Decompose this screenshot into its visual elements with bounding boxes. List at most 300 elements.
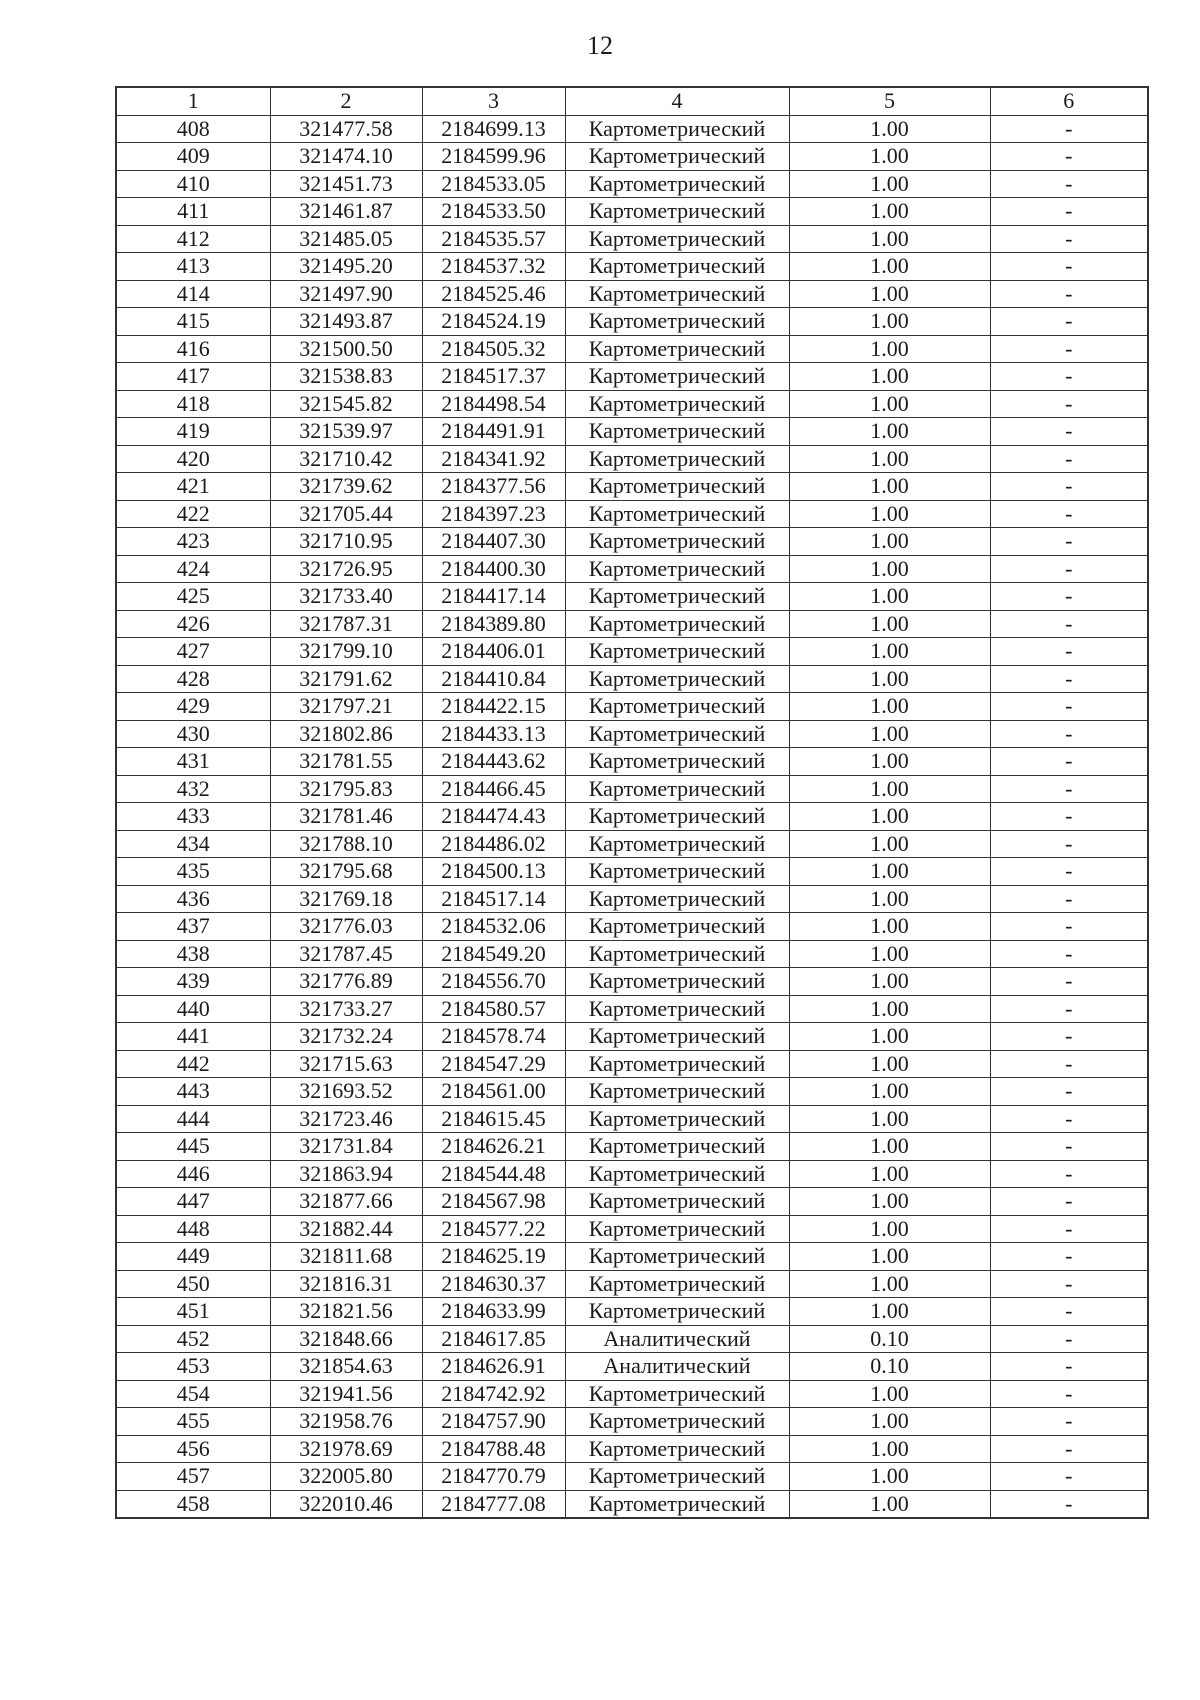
method-cell: Картометрический [565,1270,789,1298]
description-cell: - [990,1023,1148,1051]
point-number-cell: 446 [116,1160,270,1188]
accuracy-cell: 1.00 [789,638,990,666]
method-cell: Аналитический [565,1325,789,1353]
table-row [116,1160,1148,1188]
table-row [116,803,1148,831]
accuracy-cell: 1.00 [789,1490,990,1518]
method-cell: Картометрический [565,1215,789,1243]
accuracy-cell: 1.00 [789,720,990,748]
x-coordinate-cell: 321710.42 [270,445,422,473]
point-number-cell: 438 [116,940,270,968]
table-row [116,1050,1148,1078]
table-row [116,748,1148,776]
y-coordinate-cell: 2184544.48 [422,1160,565,1188]
method-cell: Картометрический [565,1463,789,1491]
y-coordinate-cell: 2184547.29 [422,1050,565,1078]
description-cell: - [990,363,1148,391]
description-cell: - [990,1463,1148,1491]
y-coordinate-cell: 2184625.19 [422,1243,565,1271]
x-coordinate-cell: 321538.83 [270,363,422,391]
accuracy-cell: 1.00 [789,1463,990,1491]
method-cell: Картометрический [565,1188,789,1216]
x-coordinate-cell: 321776.89 [270,968,422,996]
description-cell: - [990,858,1148,886]
point-number-cell: 427 [116,638,270,666]
y-coordinate-cell: 2184400.30 [422,555,565,583]
column-header: 6 [990,87,1148,115]
y-coordinate-cell: 2184417.14 [422,583,565,611]
method-cell: Картометрический [565,115,789,143]
method-cell: Картометрический [565,748,789,776]
x-coordinate-cell: 321882.44 [270,1215,422,1243]
point-number-cell: 408 [116,115,270,143]
description-cell: - [990,1408,1148,1436]
y-coordinate-cell: 2184491.91 [422,418,565,446]
point-number-cell: 453 [116,1353,270,1381]
point-number-cell: 424 [116,555,270,583]
description-cell: - [990,1325,1148,1353]
table-row [116,1270,1148,1298]
point-number-cell: 411 [116,198,270,226]
x-coordinate-cell: 321495.20 [270,253,422,281]
table-row [116,1353,1148,1381]
method-cell: Картометрический [565,1105,789,1133]
x-coordinate-cell: 321477.58 [270,115,422,143]
description-cell: - [990,803,1148,831]
description-cell: - [990,1078,1148,1106]
x-coordinate-cell: 321461.87 [270,198,422,226]
y-coordinate-cell: 2184433.13 [422,720,565,748]
table-row [116,1023,1148,1051]
table-row [116,445,1148,473]
method-cell: Картометрический [565,775,789,803]
method-cell: Картометрический [565,1298,789,1326]
accuracy-cell: 1.00 [789,308,990,336]
description-cell: - [990,335,1148,363]
point-number-cell: 457 [116,1463,270,1491]
x-coordinate-cell: 321776.03 [270,913,422,941]
column-header: 4 [565,87,789,115]
accuracy-cell: 1.00 [789,1188,990,1216]
method-cell: Картометрический [565,638,789,666]
description-cell: - [990,940,1148,968]
method-cell: Картометрический [565,885,789,913]
table-row [116,253,1148,281]
accuracy-cell: 1.00 [789,115,990,143]
table-row [116,555,1148,583]
method-cell: Картометрический [565,1435,789,1463]
description-cell: - [990,775,1148,803]
description-cell: - [990,170,1148,198]
table-row [116,1215,1148,1243]
point-number-cell: 409 [116,143,270,171]
description-cell: - [990,830,1148,858]
table-row [116,913,1148,941]
description-cell: - [990,1270,1148,1298]
accuracy-cell: 1.00 [789,1298,990,1326]
accuracy-cell: 1.00 [789,830,990,858]
point-number-cell: 433 [116,803,270,831]
method-cell: Картометрический [565,1050,789,1078]
description-cell: - [990,1243,1148,1271]
accuracy-cell: 1.00 [789,885,990,913]
column-header: 1 [116,87,270,115]
accuracy-cell: 1.00 [789,968,990,996]
point-number-cell: 423 [116,528,270,556]
method-cell: Картометрический [565,858,789,886]
point-number-cell: 437 [116,913,270,941]
x-coordinate-cell: 321731.84 [270,1133,422,1161]
table-row [116,775,1148,803]
table-row [116,1408,1148,1436]
method-cell: Картометрический [565,363,789,391]
accuracy-cell: 1.00 [789,1380,990,1408]
accuracy-cell: 1.00 [789,225,990,253]
y-coordinate-cell: 2184517.14 [422,885,565,913]
point-number-cell: 455 [116,1408,270,1436]
description-cell: - [990,473,1148,501]
table-row [116,280,1148,308]
method-cell: Картометрический [565,610,789,638]
description-cell: - [990,390,1148,418]
table-header-row [116,87,1148,115]
y-coordinate-cell: 2184525.46 [422,280,565,308]
x-coordinate-cell: 321710.95 [270,528,422,556]
description-cell: - [990,198,1148,226]
table-row [116,885,1148,913]
point-number-cell: 415 [116,308,270,336]
x-coordinate-cell: 321726.95 [270,555,422,583]
table-row [116,1435,1148,1463]
table-row [116,198,1148,226]
point-number-cell: 414 [116,280,270,308]
x-coordinate-cell: 321791.62 [270,665,422,693]
point-number-cell: 435 [116,858,270,886]
accuracy-cell: 1.00 [789,1023,990,1051]
point-number-cell: 441 [116,1023,270,1051]
method-cell: Картометрический [565,583,789,611]
accuracy-cell: 1.00 [789,1243,990,1271]
accuracy-cell: 1.00 [789,665,990,693]
accuracy-cell: 1.00 [789,1105,990,1133]
method-cell: Картометрический [565,198,789,226]
accuracy-cell: 1.00 [789,693,990,721]
x-coordinate-cell: 321739.62 [270,473,422,501]
y-coordinate-cell: 2184549.20 [422,940,565,968]
accuracy-cell: 1.00 [789,335,990,363]
accuracy-cell: 1.00 [789,858,990,886]
table-row [116,335,1148,363]
description-cell: - [990,1215,1148,1243]
x-coordinate-cell: 321693.52 [270,1078,422,1106]
table-row [116,1325,1148,1353]
y-coordinate-cell: 2184578.74 [422,1023,565,1051]
x-coordinate-cell: 321733.40 [270,583,422,611]
y-coordinate-cell: 2184742.92 [422,1380,565,1408]
table-row [116,995,1148,1023]
method-cell: Картометрический [565,225,789,253]
y-coordinate-cell: 2184498.54 [422,390,565,418]
table-row [116,940,1148,968]
column-header: 3 [422,87,565,115]
table-row [116,1243,1148,1271]
method-cell: Картометрический [565,253,789,281]
accuracy-cell: 1.00 [789,363,990,391]
x-coordinate-cell: 321451.73 [270,170,422,198]
method-cell: Картометрический [565,1078,789,1106]
description-cell: - [990,748,1148,776]
table-row [116,1188,1148,1216]
point-number-cell: 422 [116,500,270,528]
y-coordinate-cell: 2184617.85 [422,1325,565,1353]
table-row [116,583,1148,611]
accuracy-cell: 1.00 [789,1435,990,1463]
accuracy-cell: 1.00 [789,1270,990,1298]
y-coordinate-cell: 2184615.45 [422,1105,565,1133]
x-coordinate-cell: 321795.68 [270,858,422,886]
description-cell: - [990,1353,1148,1381]
method-cell: Картометрический [565,665,789,693]
method-cell: Картометрический [565,720,789,748]
y-coordinate-cell: 2184397.23 [422,500,565,528]
x-coordinate-cell: 321723.46 [270,1105,422,1133]
y-coordinate-cell: 2184777.08 [422,1490,565,1518]
x-coordinate-cell: 321797.21 [270,693,422,721]
description-cell: - [990,1298,1148,1326]
point-number-cell: 440 [116,995,270,1023]
accuracy-cell: 1.00 [789,913,990,941]
table-row [116,720,1148,748]
y-coordinate-cell: 2184474.43 [422,803,565,831]
x-coordinate-cell: 321816.31 [270,1270,422,1298]
description-cell: - [990,1050,1148,1078]
point-number-cell: 436 [116,885,270,913]
description-cell: - [990,253,1148,281]
y-coordinate-cell: 2184407.30 [422,528,565,556]
accuracy-cell: 1.00 [789,445,990,473]
x-coordinate-cell: 321769.18 [270,885,422,913]
x-coordinate-cell: 321799.10 [270,638,422,666]
accuracy-cell: 1.00 [789,803,990,831]
table-row [116,1380,1148,1408]
description-cell: - [990,1188,1148,1216]
table-row [116,390,1148,418]
x-coordinate-cell: 321788.10 [270,830,422,858]
y-coordinate-cell: 2184410.84 [422,665,565,693]
table-row [116,830,1148,858]
accuracy-cell: 1.00 [789,610,990,638]
point-number-cell: 412 [116,225,270,253]
point-number-cell: 416 [116,335,270,363]
description-cell: - [990,500,1148,528]
method-cell: Картометрический [565,445,789,473]
method-cell: Картометрический [565,995,789,1023]
y-coordinate-cell: 2184535.57 [422,225,565,253]
x-coordinate-cell: 321854.63 [270,1353,422,1381]
method-cell: Картометрический [565,143,789,171]
point-number-cell: 439 [116,968,270,996]
table-row [116,1105,1148,1133]
accuracy-cell: 1.00 [789,1408,990,1436]
table-row [116,143,1148,171]
table-row [116,170,1148,198]
description-cell: - [990,1133,1148,1161]
method-cell: Картометрический [565,1490,789,1518]
method-cell: Картометрический [565,968,789,996]
description-cell: - [990,665,1148,693]
y-coordinate-cell: 2184626.91 [422,1353,565,1381]
point-number-cell: 431 [116,748,270,776]
method-cell: Картометрический [565,280,789,308]
column-header: 2 [270,87,422,115]
table-row [116,473,1148,501]
description-cell: - [990,445,1148,473]
accuracy-cell: 1.00 [789,748,990,776]
x-coordinate-cell: 321863.94 [270,1160,422,1188]
table-row [116,665,1148,693]
method-cell: Картометрический [565,803,789,831]
accuracy-cell: 1.00 [789,418,990,446]
method-cell: Картометрический [565,1243,789,1271]
x-coordinate-cell: 321877.66 [270,1188,422,1216]
method-cell: Картометрический [565,390,789,418]
description-cell: - [990,308,1148,336]
table-row [116,308,1148,336]
table-row [116,858,1148,886]
accuracy-cell: 1.00 [789,995,990,1023]
y-coordinate-cell: 2184757.90 [422,1408,565,1436]
y-coordinate-cell: 2184524.19 [422,308,565,336]
x-coordinate-cell: 321705.44 [270,500,422,528]
point-number-cell: 426 [116,610,270,638]
x-coordinate-cell: 321787.45 [270,940,422,968]
description-cell: - [990,693,1148,721]
y-coordinate-cell: 2184341.92 [422,445,565,473]
point-number-cell: 432 [116,775,270,803]
y-coordinate-cell: 2184770.79 [422,1463,565,1491]
table-row [116,225,1148,253]
point-number-cell: 420 [116,445,270,473]
accuracy-cell: 0.10 [789,1353,990,1381]
point-number-cell: 413 [116,253,270,281]
x-coordinate-cell: 321497.90 [270,280,422,308]
accuracy-cell: 1.00 [789,170,990,198]
point-number-cell: 447 [116,1188,270,1216]
accuracy-cell: 1.00 [789,143,990,171]
y-coordinate-cell: 2184699.13 [422,115,565,143]
x-coordinate-cell: 322010.46 [270,1490,422,1518]
accuracy-cell: 1.00 [789,940,990,968]
x-coordinate-cell: 321795.83 [270,775,422,803]
table-row [116,968,1148,996]
y-coordinate-cell: 2184466.45 [422,775,565,803]
method-cell: Картометрический [565,1133,789,1161]
x-coordinate-cell: 321802.86 [270,720,422,748]
y-coordinate-cell: 2184556.70 [422,968,565,996]
description-cell: - [990,143,1148,171]
x-coordinate-cell: 321978.69 [270,1435,422,1463]
x-coordinate-cell: 321539.97 [270,418,422,446]
table-row [116,1078,1148,1106]
accuracy-cell: 1.00 [789,253,990,281]
x-coordinate-cell: 321781.55 [270,748,422,776]
point-number-cell: 452 [116,1325,270,1353]
y-coordinate-cell: 2184626.21 [422,1133,565,1161]
point-number-cell: 444 [116,1105,270,1133]
accuracy-cell: 1.00 [789,775,990,803]
description-cell: - [990,610,1148,638]
accuracy-cell: 1.00 [789,1078,990,1106]
description-cell: - [990,995,1148,1023]
point-number-cell: 421 [116,473,270,501]
accuracy-cell: 1.00 [789,198,990,226]
table-row [116,1133,1148,1161]
y-coordinate-cell: 2184533.05 [422,170,565,198]
y-coordinate-cell: 2184788.48 [422,1435,565,1463]
y-coordinate-cell: 2184580.57 [422,995,565,1023]
point-number-cell: 448 [116,1215,270,1243]
point-number-cell: 430 [116,720,270,748]
x-coordinate-cell: 321485.05 [270,225,422,253]
accuracy-cell: 0.10 [789,1325,990,1353]
point-number-cell: 417 [116,363,270,391]
method-cell: Картометрический [565,1023,789,1051]
point-number-cell: 443 [116,1078,270,1106]
x-coordinate-cell: 321781.46 [270,803,422,831]
accuracy-cell: 1.00 [789,1215,990,1243]
point-number-cell: 445 [116,1133,270,1161]
method-cell: Аналитический [565,1353,789,1381]
method-cell: Картометрический [565,418,789,446]
x-coordinate-cell: 321493.87 [270,308,422,336]
y-coordinate-cell: 2184577.22 [422,1215,565,1243]
table-row [116,1298,1148,1326]
point-number-cell: 428 [116,665,270,693]
x-coordinate-cell: 321474.10 [270,143,422,171]
y-coordinate-cell: 2184599.96 [422,143,565,171]
method-cell: Картометрический [565,500,789,528]
y-coordinate-cell: 2184633.99 [422,1298,565,1326]
point-number-cell: 458 [116,1490,270,1518]
description-cell: - [990,1490,1148,1518]
description-cell: - [990,885,1148,913]
y-coordinate-cell: 2184561.00 [422,1078,565,1106]
x-coordinate-cell: 321821.56 [270,1298,422,1326]
point-number-cell: 410 [116,170,270,198]
table-row [116,363,1148,391]
coordinates-table [115,86,1149,1519]
method-cell: Картометрический [565,1380,789,1408]
accuracy-cell: 1.00 [789,1160,990,1188]
description-cell: - [990,720,1148,748]
description-cell: - [990,225,1148,253]
method-cell: Картометрический [565,693,789,721]
point-number-cell: 425 [116,583,270,611]
y-coordinate-cell: 2184389.80 [422,610,565,638]
table-row [116,115,1148,143]
description-cell: - [990,638,1148,666]
accuracy-cell: 1.00 [789,473,990,501]
table-row [116,610,1148,638]
point-number-cell: 434 [116,830,270,858]
table-body [116,115,1148,1518]
description-cell: - [990,1160,1148,1188]
method-cell: Картометрический [565,335,789,363]
x-coordinate-cell: 322005.80 [270,1463,422,1491]
description-cell: - [990,1105,1148,1133]
y-coordinate-cell: 2184567.98 [422,1188,565,1216]
description-cell: - [990,555,1148,583]
